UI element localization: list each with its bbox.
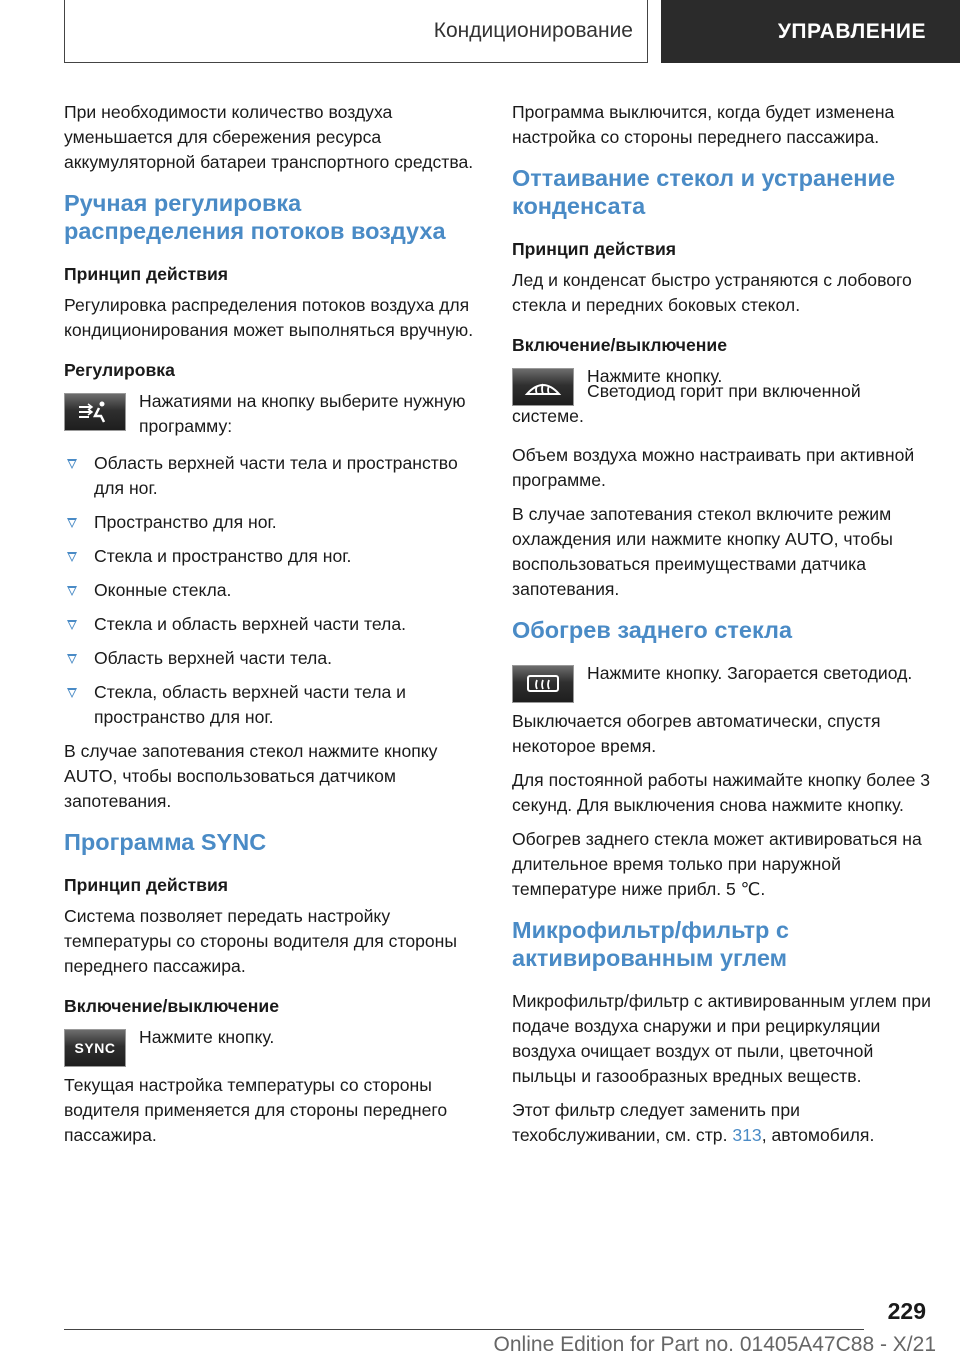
rear-auto-off: Выключается обогрев автоматически, спустя некоторое время. (512, 711, 881, 756)
manual-principle-text: Регулировка распределения потоков воздуха для кондиционирования может выполняться вручную. (64, 295, 474, 340)
page-link[interactable]: 313 (732, 1125, 762, 1145)
list-item: Стекла и область верхней части тела. (64, 612, 479, 637)
list-item: Пространство для ног. (64, 510, 479, 535)
sync-press: Нажмите кнопку. (139, 1027, 275, 1047)
defrost-press: Нажмите кнопку. (587, 366, 723, 386)
list-item: Стекла и пространство для ног. (64, 544, 479, 569)
bullet-triangle-icon (67, 688, 77, 698)
bullet-triangle-icon (67, 620, 77, 630)
footer-divider (64, 1329, 864, 1330)
filter-heading: Микрофильтр/фильтр с активированным углем (512, 917, 789, 971)
sync-row (64, 1025, 479, 1073)
sync-principle-text: Система позволяет передать настройку температуры со стороны водителя для стороны переднего пассажира. (64, 906, 458, 976)
rear-heading: Обогрев заднего стекла (512, 617, 793, 643)
bullet-triangle-icon (67, 654, 77, 664)
bullet-triangle-icon (67, 586, 77, 596)
bullet-triangle-icon (67, 518, 77, 528)
header-chapter (661, 0, 960, 63)
left-column (64, 100, 479, 1157)
rear-permanent: Для постоянной работы нажимайте кнопку более 3 секунд. Для выключения снова нажмите кнопку. (512, 770, 931, 815)
filter-replace: Этот фильтр следует заменить при техобслуживании, см. стр. 313, автомобиля. (512, 1100, 875, 1145)
defrost-principle-heading: Принцип действия (512, 239, 677, 259)
bullet-triangle-icon (67, 459, 77, 469)
defrost-button-image (512, 368, 574, 406)
list-item: Область верхней части тела. (64, 646, 479, 671)
intro-text: При необходимости количество воздуха уменьшается для сбережения ресурса аккумуляторной батареи транспортного средства. (64, 102, 474, 172)
sync-heading: Программа SYNC (64, 829, 267, 855)
sync-button-image (64, 1029, 126, 1067)
sync-text: Текущая настройка температуры со стороны водителя применяется для стороны переднего пассажира. (64, 1075, 448, 1145)
list-item: Стекла, область верхней части тела и пространство для ног. (64, 680, 479, 730)
program-list (64, 451, 479, 730)
list-item: Область верхней части тела и пространство для ног. (64, 451, 479, 501)
list-item: Оконные стекла. (64, 578, 479, 603)
air-distribution-row (64, 389, 479, 445)
footer-edition: Online Edition for Part no. 01405A47C88 - X/21 (493, 1333, 936, 1356)
filter-text: Микрофильтр/фильтр с активированным углем при подаче воздуха снаружи и при рециркуляции воздуха очищает воздух от пыли, цветочной пыльцы и газообразных вредных веществ. (512, 991, 931, 1086)
defrost-fog: В случае запотевания стекол включите режим охлаждения или нажмите кнопку AUTO, чтобы воспользоваться преимуществами датчика запотевания. (512, 504, 893, 599)
manual-heading: Ручная регулировка распределения потоков воздуха (64, 190, 446, 244)
sync-button-label: SYNC (74, 1040, 116, 1056)
defrost-principle-text: Лед и конденсат быстро устраняются с лобового стекла и передних боковых стекол. (512, 270, 912, 315)
page-number: 229 (887, 1298, 926, 1324)
right-column (512, 100, 932, 1157)
defrost-led: Светодиод горит при включенной системе. (512, 381, 861, 426)
defrost-onoff-heading: Включение/выключение (512, 335, 727, 355)
windshield-defrost-icon (523, 374, 563, 400)
manual-principle-heading: Принцип действия (64, 264, 229, 284)
defrost-volume: Объем воздуха можно настраивать при активной программе. (512, 445, 915, 490)
sync-off-text: Программа выключится, когда будет изменена настройка со стороны переднего пассажира. (512, 102, 895, 147)
bullet-triangle-icon (67, 552, 77, 562)
air-distribution-button-image (64, 393, 126, 431)
rear-row (512, 661, 932, 709)
fog-text: В случае запотевания стекол нажмите кнопку AUTO, чтобы воспользоваться датчиком запотевания. (64, 741, 438, 811)
rear-press: Нажмите кнопку. Загорается светодиод. (587, 663, 913, 683)
sync-principle-heading: Принцип действия (64, 875, 229, 895)
section-title: Кондиционирование (433, 19, 633, 42)
air-distribution-icon (75, 399, 115, 425)
chapter-title: УПРАВЛЕНИЕ (777, 19, 926, 43)
defrost-heading: Оттаивание стекол и устранение конденсата (512, 165, 896, 219)
adjust-heading: Регулировка (64, 360, 175, 380)
header-section (64, 0, 648, 63)
rear-long: Обогрев заднего стекла может активироваться на длительное время только при наружной температуре ниже прибл. 5 ℃. (512, 829, 922, 899)
rear-defrost-button-image (512, 665, 574, 703)
adjust-text: Нажатиями на кнопку выберите нужную программу: (139, 391, 466, 436)
rear-window-defrost-icon (523, 671, 563, 697)
sync-onoff-heading: Включение/выключение (64, 996, 279, 1016)
